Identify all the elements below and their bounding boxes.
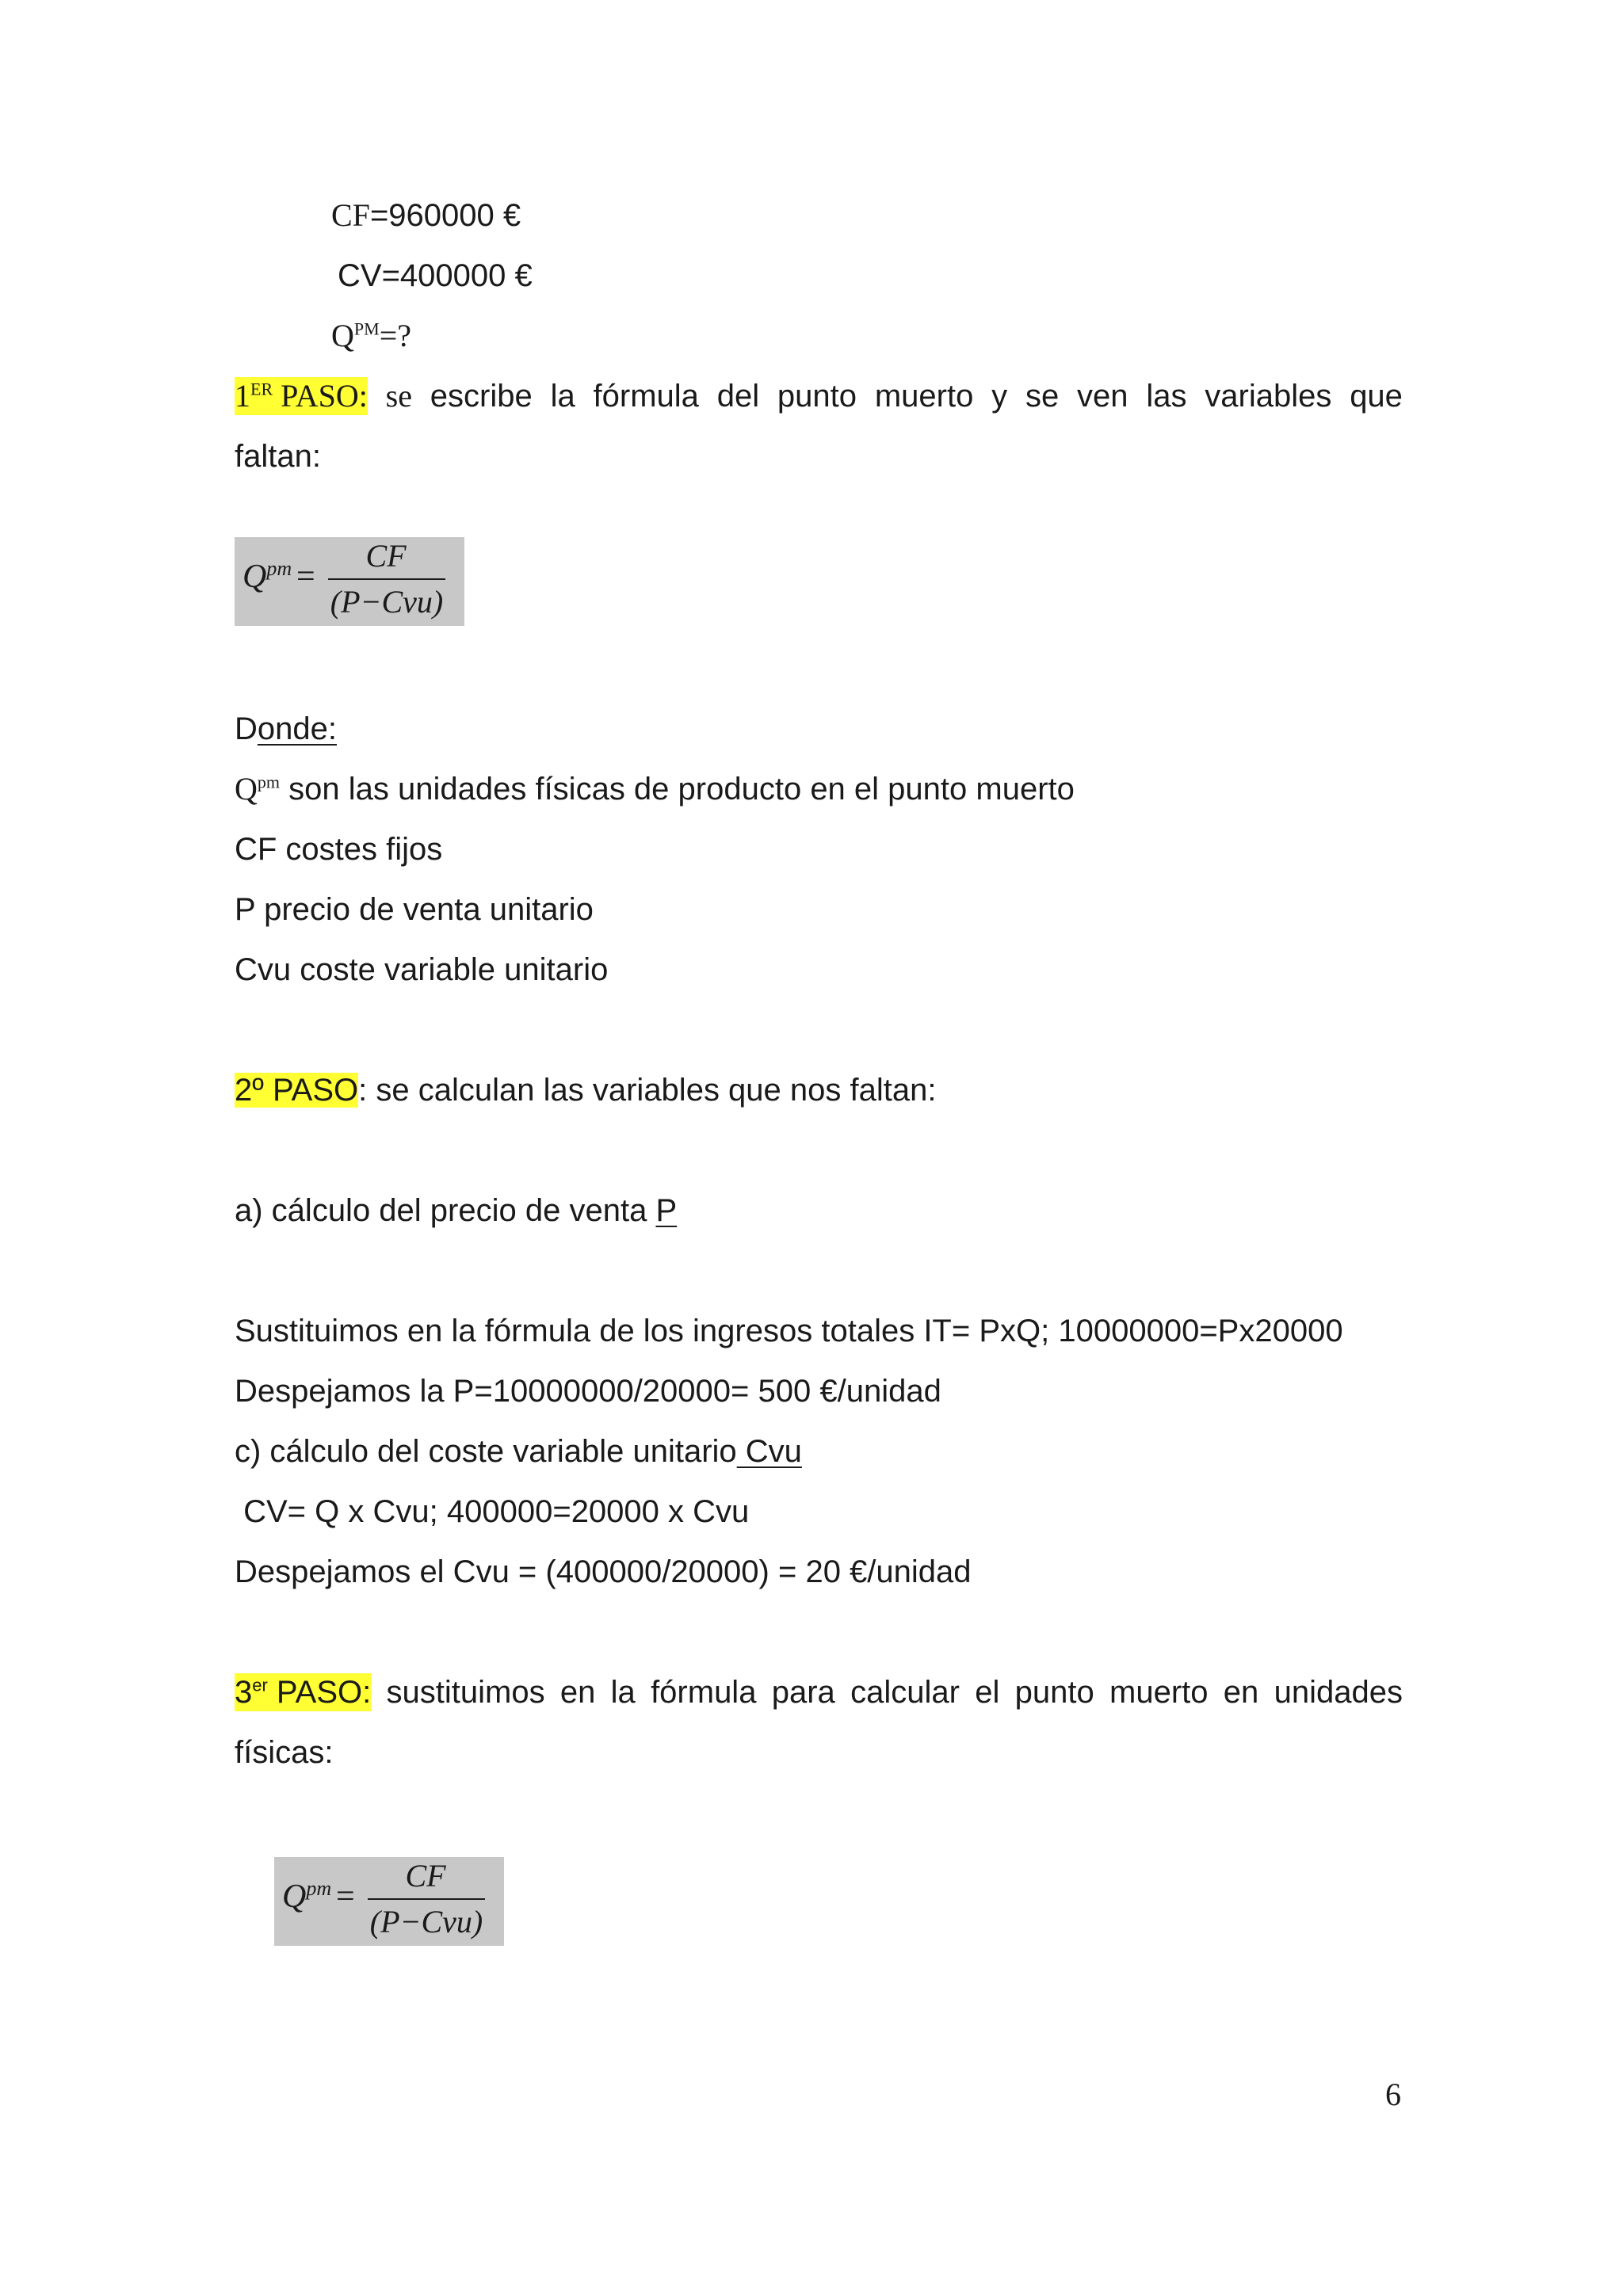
breakeven-formula-1 (235, 537, 464, 626)
formula-q-base: Q (242, 559, 267, 595)
formula-q-sup: pm (306, 1877, 332, 1900)
step1-word: escribe (430, 379, 533, 414)
step3-label (235, 1673, 371, 1711)
q-sup: PM (353, 318, 380, 339)
donde-cvu: Cvu coste variable unitario (235, 952, 609, 987)
step1-sup: ER (250, 379, 273, 399)
formula-q-base: Q (282, 1878, 307, 1915)
step1-word: punto (777, 379, 857, 414)
step1-line (235, 377, 1403, 415)
donde-heading (235, 710, 337, 748)
step2-desp-cvu: Despejamos el Cvu = (400000/20000) = 20 €/unidad (235, 1554, 972, 1589)
step1-label (235, 377, 368, 415)
donde-q-sup: pm (257, 772, 281, 792)
step1-word: ven (1077, 379, 1128, 414)
formula-q (242, 558, 292, 596)
step3-word: la (610, 1675, 636, 1710)
step3-word: muerto (1109, 1675, 1209, 1710)
step1-word: fórmula (593, 379, 699, 414)
cf-label: CF (331, 197, 370, 233)
step3-continuation: físicas: (235, 1735, 334, 1770)
given-cf (331, 196, 521, 235)
formula-equals: = (296, 559, 315, 595)
donde-qpm (235, 770, 1075, 808)
step3-word: en (1223, 1675, 1259, 1710)
step3-word: punto (1014, 1675, 1094, 1710)
step2-c (235, 1432, 802, 1470)
step3-label-text: PASO: (267, 1675, 372, 1710)
step1-num: 1 (235, 378, 250, 414)
formula-q (282, 1878, 331, 1916)
page-number: 6 (1385, 2077, 1401, 2112)
step2-c-text: c) cálculo del coste variable unitario (235, 1434, 737, 1469)
step3-word: unidades (1274, 1675, 1403, 1710)
donde-q-symbol (235, 771, 280, 807)
formula-denominator: (P−Cvu) (369, 1904, 483, 1939)
step3-word: fórmula (651, 1675, 757, 1710)
step1-word: la (550, 379, 575, 414)
given-cv: CV=400000 € (338, 258, 533, 293)
step1-word: y (991, 379, 1008, 414)
given-q (331, 317, 411, 355)
step1-word: se (385, 378, 412, 414)
step1-word: que (1350, 379, 1403, 414)
step2-label: 2º PASO (235, 1073, 359, 1108)
cf-value: =960000 € (369, 198, 521, 233)
step3-word: sustituimos (386, 1675, 545, 1710)
donde-prefix: D (235, 711, 258, 746)
step3-word: para (771, 1675, 835, 1710)
step2-a (235, 1192, 677, 1230)
step1-word: variables (1205, 379, 1332, 414)
step3-num: 3 (235, 1675, 253, 1710)
formula-denominator: (P−Cvu) (330, 584, 444, 620)
step3-word: el (975, 1675, 1000, 1710)
formula-q-sup: pm (266, 557, 292, 580)
step1-label-text: PASO: (273, 378, 368, 414)
step1-continuation: faltan: (235, 439, 321, 474)
step2-line (235, 1071, 936, 1109)
step3-sup: er (252, 1675, 268, 1695)
formula-numerator: CF (365, 538, 407, 574)
donde-q-text: son las unidades físicas de producto en el punto muerto (280, 772, 1075, 807)
formula-fraction-bar (368, 1898, 485, 1900)
step2-desp-p: Despejamos la P=10000000/20000= 500 €/unidad (235, 1374, 941, 1409)
formula-equals: = (336, 1878, 355, 1915)
step2-a-var: P (655, 1193, 678, 1228)
step2-c-var: Cvu (736, 1434, 802, 1469)
step1-word: muerto (874, 379, 974, 414)
step2-a-text: a) cálculo del precio de venta (235, 1193, 656, 1228)
donde-underlined: onde: (257, 711, 337, 746)
step2-cv-eq: CV= Q x Cvu; 400000=20000 x Cvu (235, 1494, 750, 1529)
q-rest: =? (379, 318, 411, 353)
step1-word: del (716, 379, 760, 414)
step1-word: las (1146, 379, 1187, 414)
donde-q-base: Q (235, 771, 258, 807)
step3-word: calcular (850, 1675, 960, 1710)
step2-subst: Sustituimos en la fórmula de los ingresos totales IT= PxQ; 10000000=Px20000 (235, 1314, 1343, 1348)
formula-fraction-bar (328, 578, 445, 580)
formula-numerator: CF (405, 1858, 446, 1894)
step3-word: en (559, 1675, 596, 1710)
step3-line (235, 1673, 1403, 1711)
step2-text: : se calculan las variables que nos faltan: (358, 1073, 937, 1108)
donde-cf: CF costes fijos (235, 832, 443, 867)
q-base: Q (331, 318, 354, 353)
breakeven-formula-2 (274, 1857, 504, 1946)
step1-word: se (1025, 379, 1060, 414)
donde-p: P precio de venta unitario (235, 892, 594, 927)
